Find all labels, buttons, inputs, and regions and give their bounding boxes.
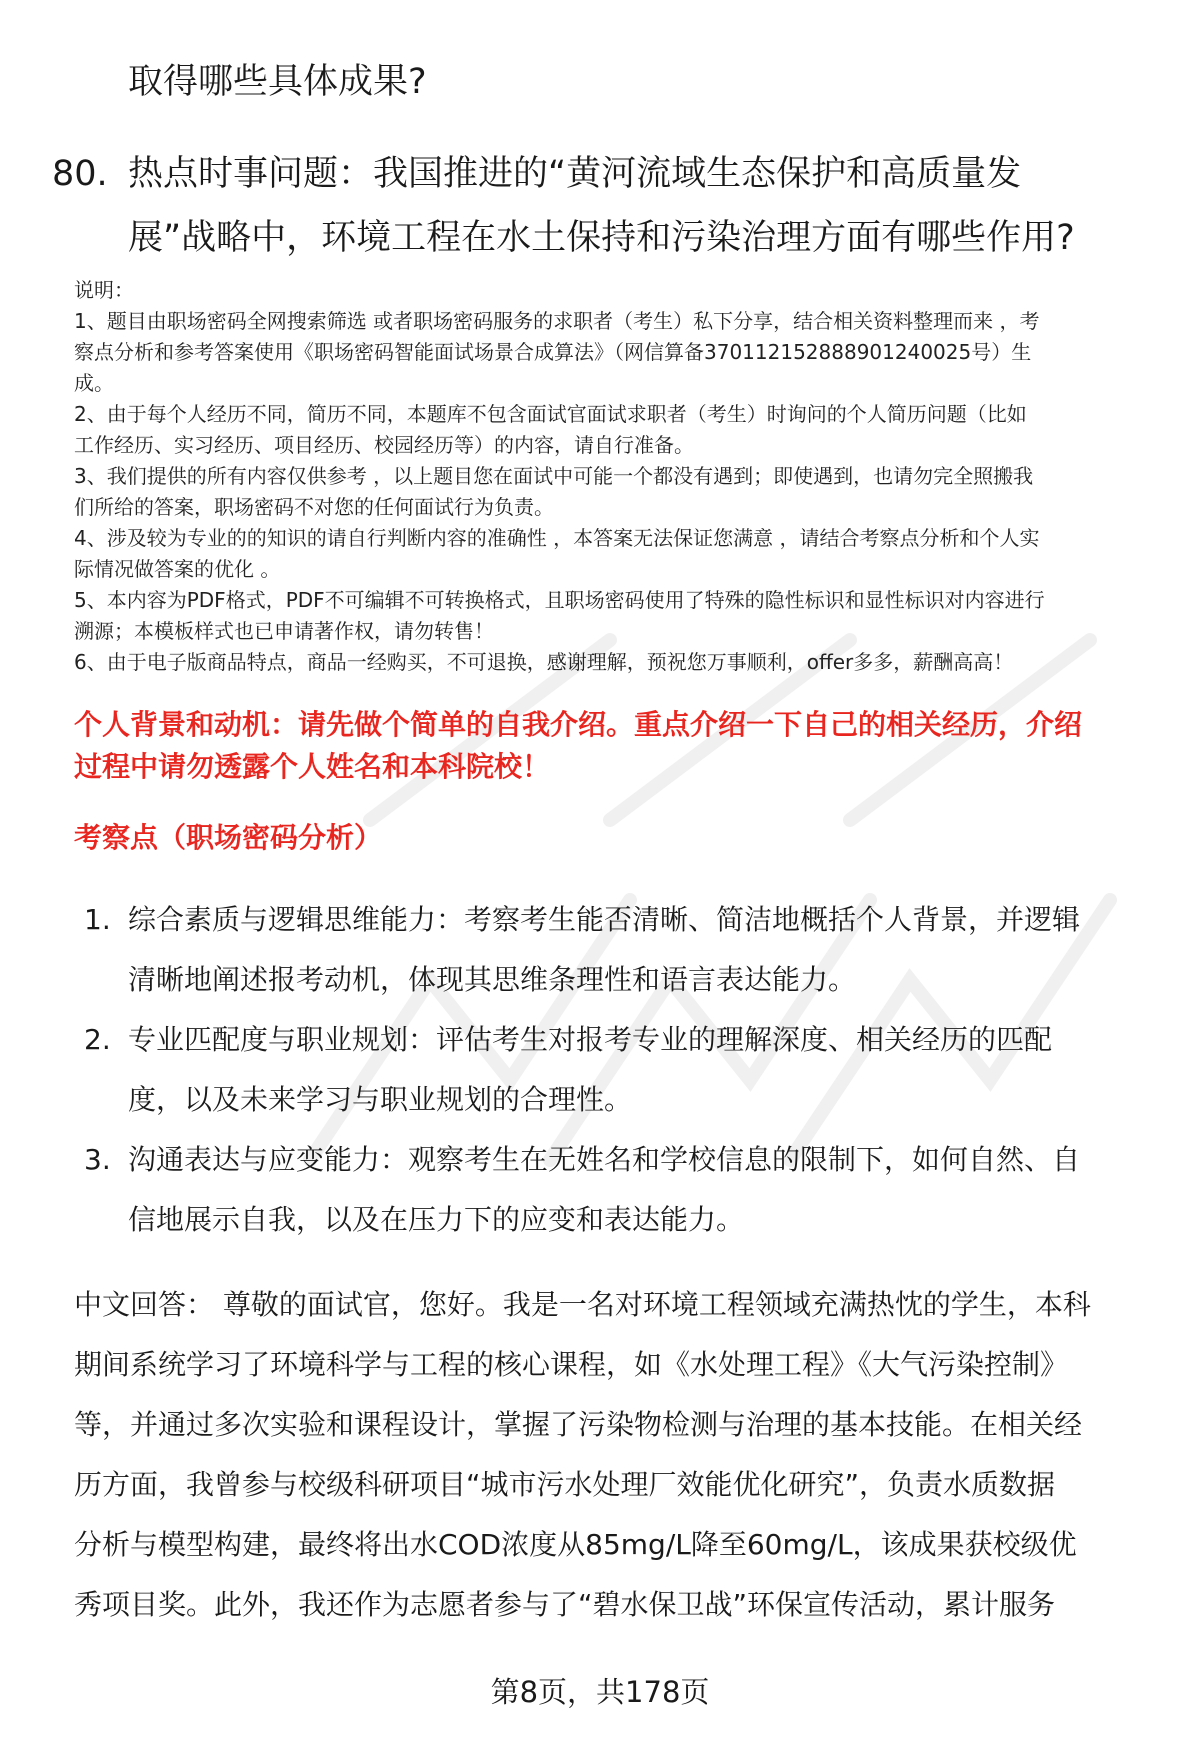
- exam-points-list: [84, 890, 1144, 1250]
- notes-line: 5、本内容为PDF格式，PDF不可编辑不可转换格式，且职场密码使用了特殊的隐性标识和显性标识对内容进行: [74, 588, 1045, 612]
- question-continuation: 取得哪些具体成果?: [128, 62, 427, 102]
- motivation-line: 过程中请勿透露个人姓名和本科院校！: [74, 750, 551, 783]
- exam-point-item: [84, 890, 1144, 1010]
- notes-line: 察点分析和参考答案使用《职场密码智能面试场景合成算法》（网信算备370112152888901240025号）生: [74, 340, 1032, 364]
- answer-line: 历方面，我曾参与校级科研项目“城市污水处理厂效能优化研究”，负责水质数据: [74, 1468, 1056, 1501]
- exam-point-number: 3.: [84, 1143, 111, 1176]
- exam-point-item: [84, 1010, 1144, 1130]
- answer-line: 秀项目奖。此外，我还作为志愿者参与了“碧水保卫战”环保宣传活动，累计服务: [74, 1588, 1056, 1621]
- notes-line: 1、题目由职场密码全网搜索筛选 或者职场密码服务的求职者（考生）私下分享，结合相关资料整理而来 ，考: [74, 309, 1040, 333]
- notes-line: 溯源；本模板样式也已申请著作权，请勿转售！: [74, 619, 494, 643]
- notes-heading: 说明：: [74, 278, 134, 302]
- answer-line: 期间系统学习了环境科学与工程的核心课程，如《水处理工程》《大气污染控制》: [74, 1348, 1069, 1381]
- notes-section: [74, 275, 1154, 678]
- exam-point-item: [84, 1130, 1144, 1250]
- exam-points-title: 考察点（职场密码分析）: [74, 821, 383, 854]
- chinese-answer: [74, 1275, 1154, 1635]
- motivation-heading: [74, 704, 1154, 788]
- page-footer: 第8页，共178页: [490, 1675, 710, 1709]
- notes-line: 2、由于每个人经历不同，简历不同，本题库不包含面试官面试求职者（考生）时询问的个人简历问题（比如: [74, 402, 1027, 426]
- notes-line: 3、我们提供的所有内容仅供参考 ，以上题目您在面试中可能一个都没有遇到；即使遇到，也请勿完全照搬我: [74, 464, 1034, 488]
- exam-point-line: 清晰地阐述报考动机，体现其思维条理性和语言表达能力。: [128, 963, 857, 996]
- motivation-line: 个人背景和动机：请先做个简单的自我介绍。重点介绍一下自己的相关经历，介绍: [74, 708, 1083, 741]
- notes-line: 6、由于电子版商品特点，商品一经购买，不可退换，感谢理解，预祝您万事顺利，offer多多，薪酬高高！: [74, 650, 1014, 674]
- answer-line: 中文回答： 尊敬的面试官，您好。我是一名对环境工程领域充满热忱的学生，本科: [74, 1288, 1091, 1321]
- exam-point-line: 综合素质与逻辑思维能力：考察考生能否清晰、简洁地概括个人背景，并逻辑: [128, 903, 1081, 936]
- exam-point-number: 2.: [84, 1023, 111, 1056]
- notes-line: 工作经历、实习经历、项目经历、校园经历等）的内容，请自行准备。: [74, 433, 694, 457]
- exam-point-number: 1.: [84, 903, 111, 936]
- question-80: [52, 142, 1132, 270]
- answer-line: 分析与模型构建，最终将出水COD浓度从85mg/L降至60mg/L，该成果获校级优: [74, 1528, 1077, 1561]
- exam-point-line: 沟通表达与应变能力：观察考生在无姓名和学校信息的限制下，如何自然、自: [128, 1143, 1081, 1176]
- notes-line: 际情况做答案的优化 。: [74, 557, 281, 581]
- notes-line: 4、涉及较为专业的的知识的请自行判断内容的准确性 ，本答案无法保证您满意 ，请结合考察点分析和个人实: [74, 526, 1040, 550]
- question-line: 热点时事问题：我国推进的“黄河流域生态保护和高质量发: [128, 154, 1022, 194]
- answer-line: 等，并通过多次实验和课程设计，掌握了污染物检测与治理的基本技能。在相关经: [74, 1408, 1083, 1441]
- exam-point-line: 信地展示自我，以及在压力下的应变和表达能力。: [128, 1203, 745, 1236]
- notes-line: 成。: [74, 371, 114, 395]
- exam-point-line: 度，以及未来学习与职业规划的合理性。: [128, 1083, 633, 1116]
- question-line: 展”战略中，环境工程在水土保持和污染治理方面有哪些作用?: [128, 218, 1075, 258]
- question-number: 80.: [52, 154, 108, 194]
- exam-point-line: 专业匹配度与职业规划：评估考生对报考专业的理解深度、相关经历的匹配: [128, 1023, 1053, 1056]
- notes-line: 们所给的答案，职场密码不对您的任何面试行为负责。: [74, 495, 554, 519]
